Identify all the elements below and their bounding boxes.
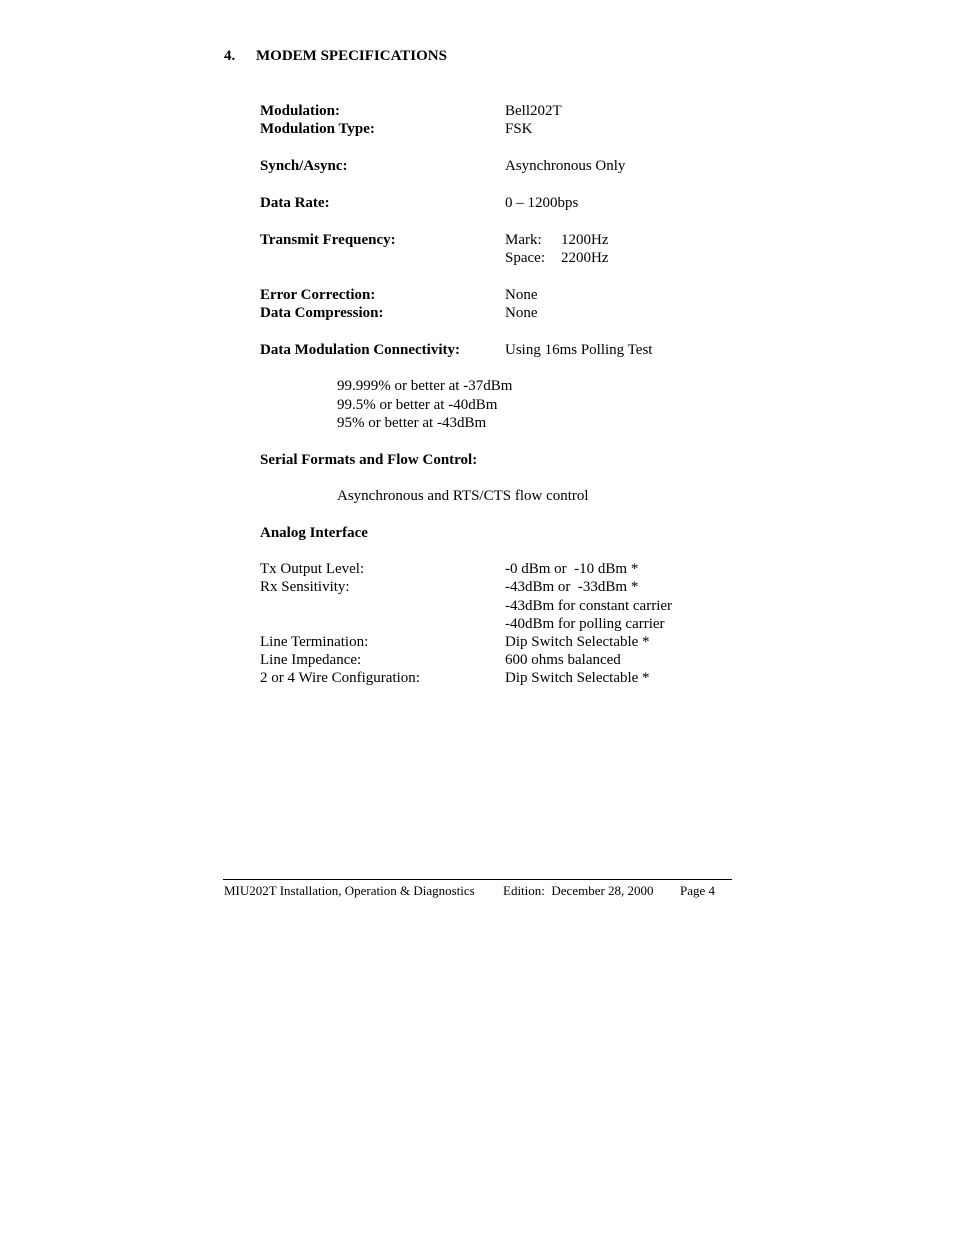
data-compression-label: Data Compression: (260, 305, 384, 321)
synch-async-value: Asynchronous Only (505, 158, 626, 174)
footer-rule (223, 879, 732, 880)
line-termination-label: Line Termination: (260, 634, 369, 650)
synch-async-label: Synch/Async: (260, 158, 348, 174)
space-value: 2200Hz (561, 250, 609, 266)
data-rate-value: 0 – 1200bps (505, 195, 579, 211)
connectivity-result: 99.5% or better at -40dBm (337, 397, 498, 413)
connectivity-result: 99.999% or better at -37dBm (337, 378, 513, 394)
section-title: MODEM SPECIFICATIONS (256, 48, 447, 64)
modulation-type-label: Modulation Type: (260, 121, 375, 137)
section-number: 4. (224, 48, 236, 64)
rx-sensitivity-label: Rx Sensitivity: (260, 579, 350, 595)
wire-config-value: Dip Switch Selectable * (505, 670, 650, 686)
footer-edition: Edition: December 28, 2000 (503, 883, 654, 898)
serial-heading: Serial Formats and Flow Control: (260, 452, 478, 468)
modulation-type-value: FSK (505, 121, 533, 137)
modulation-value: Bell202T (505, 103, 562, 119)
tx-output-label: Tx Output Level: (260, 561, 365, 577)
line-termination-value: Dip Switch Selectable * (505, 634, 650, 650)
connectivity-label: Data Modulation Connectivity: (260, 342, 460, 358)
space-label: Space: (505, 250, 545, 266)
serial-text: Asynchronous and RTS/CTS flow control (337, 488, 589, 504)
rx-sensitivity-constant: -43dBm for constant carrier (505, 598, 673, 614)
data-rate-label: Data Rate: (260, 195, 330, 211)
connectivity-result: 95% or better at -43dBm (337, 415, 487, 431)
tx-output-value: -0 dBm or -10 dBm * (505, 561, 639, 577)
footer-doc: MIU202T Installation, Operation & Diagnostics (224, 883, 475, 898)
error-correction-label: Error Correction: (260, 287, 376, 303)
mark-value: 1200Hz (561, 232, 609, 248)
connectivity-value: Using 16ms Polling Test (505, 342, 653, 358)
modulation-label: Modulation: (260, 103, 341, 119)
transmit-frequency-label: Transmit Frequency: (260, 232, 396, 248)
rx-sensitivity-polling: -40dBm for polling carrier (505, 616, 665, 632)
error-correction-value: None (505, 287, 538, 303)
line-impedance-value: 600 ohms balanced (505, 652, 621, 668)
analog-heading: Analog Interface (260, 525, 368, 541)
data-compression-value: None (505, 305, 538, 321)
mark-label: Mark: (505, 232, 542, 248)
footer-page: Page 4 (680, 883, 716, 898)
line-impedance-label: Line Impedance: (260, 652, 362, 668)
wire-config-label: 2 or 4 Wire Configuration: (260, 670, 420, 686)
rx-sensitivity-value: -43dBm or -33dBm * (505, 579, 639, 595)
